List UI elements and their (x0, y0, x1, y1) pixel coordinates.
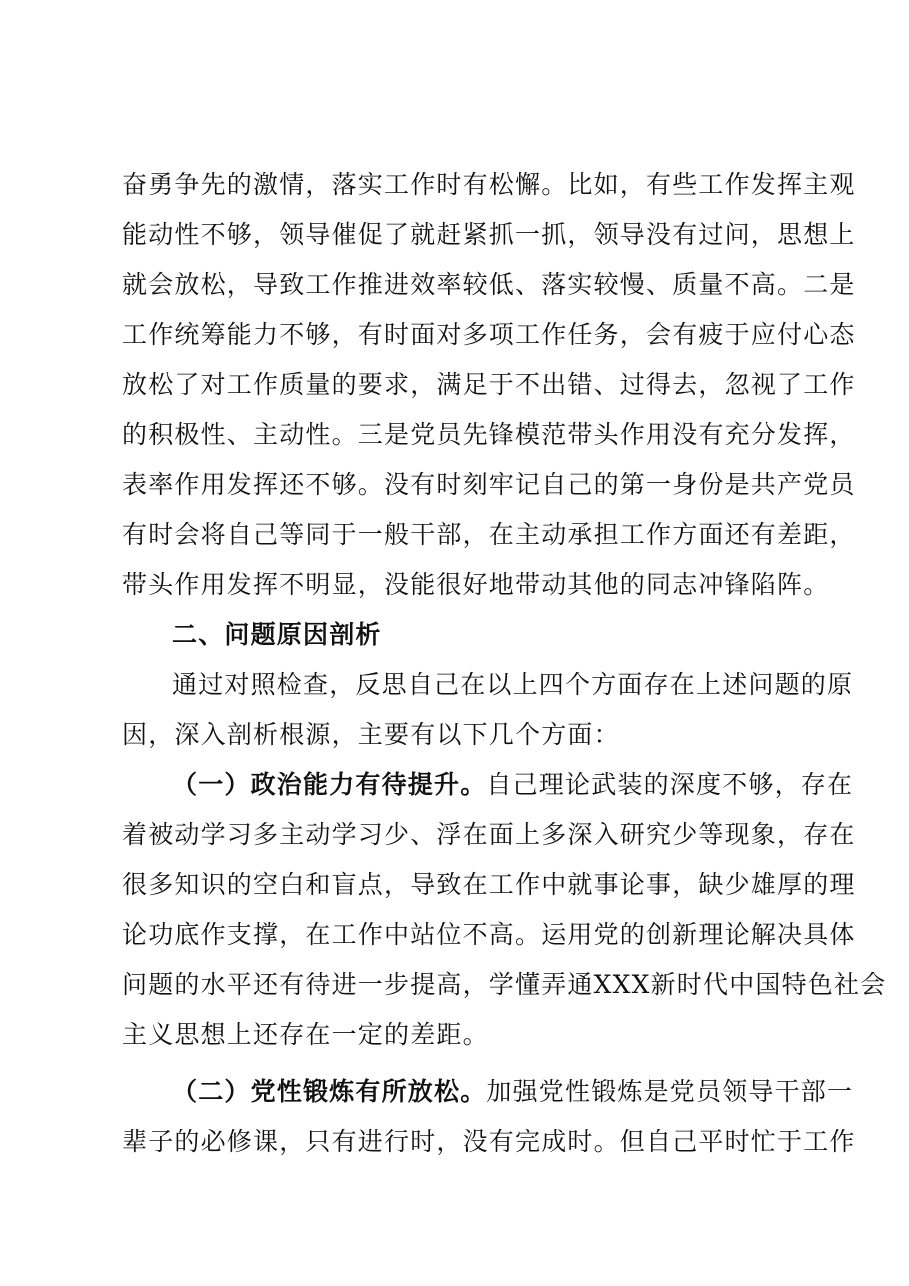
paragraph-line: 能动性不够，领导催促了就赶紧抓一抓，领导没有过问，思想上 (122, 220, 856, 249)
paragraph-line: 放松了对工作质量的要求，满足于不出错、过得去，忽视了工作 (122, 370, 856, 399)
paragraph-line: 就会放松，导致工作推进效率较低、落实较慢、质量不高。二是 (122, 270, 856, 299)
item1-line: 问题的水平还有待进一步提高，学懂弄通XXX新时代中国特色社会 (122, 970, 887, 999)
paragraph-line: 带头作用发挥不明显，没能很好地带动其他的同志冲锋陷阵。 (122, 570, 830, 599)
paragraph-line: 有时会将自己等同于一般干部，在主动承担工作方面还有差距， (122, 520, 856, 549)
item2-text: 加强党性锻炼是党员领导干部一 (486, 1077, 854, 1106)
intro-line: 通过对照检查，反思自己在以上四个方面存在上述问题的原 (172, 670, 854, 699)
item2-line: 辈子的必修课，只有进行时，没有完成时。但自己平时忙于工作 (122, 1127, 856, 1156)
paragraph-line: 表率作用发挥还不够。没有时刻牢记自己的第一身份是共产党员 (122, 470, 856, 499)
item1-line: 论功底作支撑，在工作中站位不高。运用党的创新理论解决具体 (122, 920, 856, 949)
item1-title: （一）政治能力有待提升。 (172, 770, 487, 799)
item1-line: 主义思想上还存在一定的差距。 (122, 1020, 489, 1049)
item2-first-line (172, 1075, 854, 1109)
item1-line: 很多知识的空白和盲点，导致在工作中就事论事，缺少雄厚的理 (122, 870, 856, 899)
intro-line: 因，深入剖析根源，主要有以下几个方面： (122, 720, 620, 749)
paragraph-line: 的积极性、主动性。三是党员先锋模范带头作用没有充分发挥， (122, 420, 856, 449)
item1-line: 着被动学习多主动学习少、浮在面上多深入研究少等现象，存在 (122, 820, 856, 849)
paragraph-line: 奋勇争先的激情，落实工作时有松懈。比如，有些工作发挥主观 (122, 170, 856, 199)
section-heading: 二、问题原因剖析 (172, 620, 382, 649)
item1-text: 自己理论武装的深度不够，存在 (486, 770, 854, 799)
item2-title: （二）党性锻炼有所放松。 (172, 1077, 487, 1106)
item1-first-line (172, 768, 854, 802)
paragraph-line: 工作统筹能力不够，有时面对多项工作任务，会有疲于应付心态 (122, 320, 856, 349)
